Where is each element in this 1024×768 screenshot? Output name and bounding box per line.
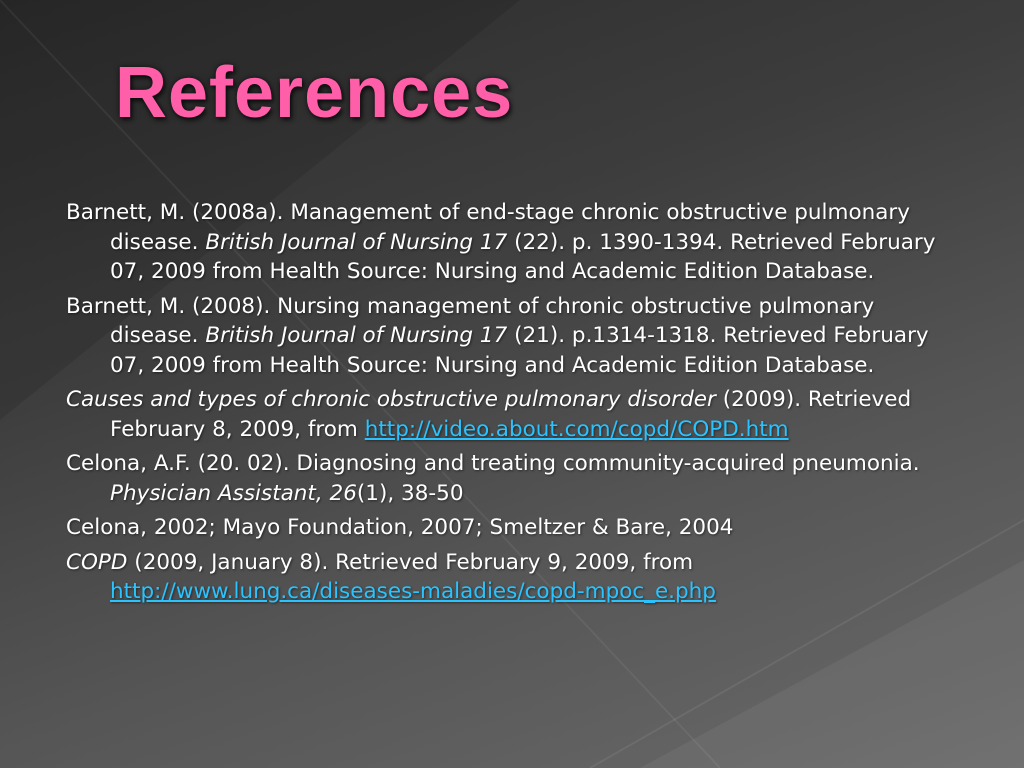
- source-title: COPD: [66, 549, 128, 575]
- reference-text: Celona, A.F. (20. 02). Diagnosing and treating community-acquired pneumonia.: [66, 451, 920, 476]
- reference-text: (21). p.1314-1318. Retrieved February 07, 2009 from Health Source: Nursing and Academic Edition Database.: [110, 323, 929, 378]
- reference-item: [66, 548, 966, 607]
- journal-title: British Journal of Nursing 17: [205, 323, 508, 348]
- reference-item: [66, 513, 966, 543]
- source-title: Causes and types of chronic obstructive pulmonary disorder: [66, 387, 716, 412]
- reference-text: (1), 38-50: [356, 480, 464, 506]
- reference-item: [66, 292, 966, 381]
- reference-link[interactable]: http://video.about.com/copd/COPD.htm: [364, 416, 789, 442]
- reference-link[interactable]: http://www.lung.ca/diseases-maladies/copd-mpoc_e.php: [110, 579, 716, 604]
- reference-list: [66, 198, 966, 612]
- reference-text: Barnett, M. (2008a). Management of end-stage chronic obstructive pulmonary disease.: [66, 200, 910, 255]
- reference-text: (2009, January 8). Retrieved February 9, 2009, from: [127, 549, 694, 575]
- reference-text: Celona, 2002; Mayo Foundation, 2007; Smeltzer & Bare, 2004: [66, 515, 734, 540]
- reference-text: Barnett, M. (2008). Nursing management of chronic obstructive pulmonary disease.: [66, 293, 875, 348]
- reference-item: [66, 385, 966, 444]
- journal-title: British Journal of Nursing 17: [205, 229, 508, 255]
- reference-text: (22). p. 1390-1394. Retrieved February 07, 2009 from Health Source: Nursing and Academic Edition Database.: [110, 229, 936, 284]
- reference-text: (2009). Retrieved February 8, 2009, from: [110, 387, 912, 442]
- slide-title: References: [115, 53, 514, 133]
- journal-title: Physician Assistant, 26: [110, 480, 357, 506]
- reference-item: [66, 449, 966, 508]
- reference-item: [66, 198, 966, 287]
